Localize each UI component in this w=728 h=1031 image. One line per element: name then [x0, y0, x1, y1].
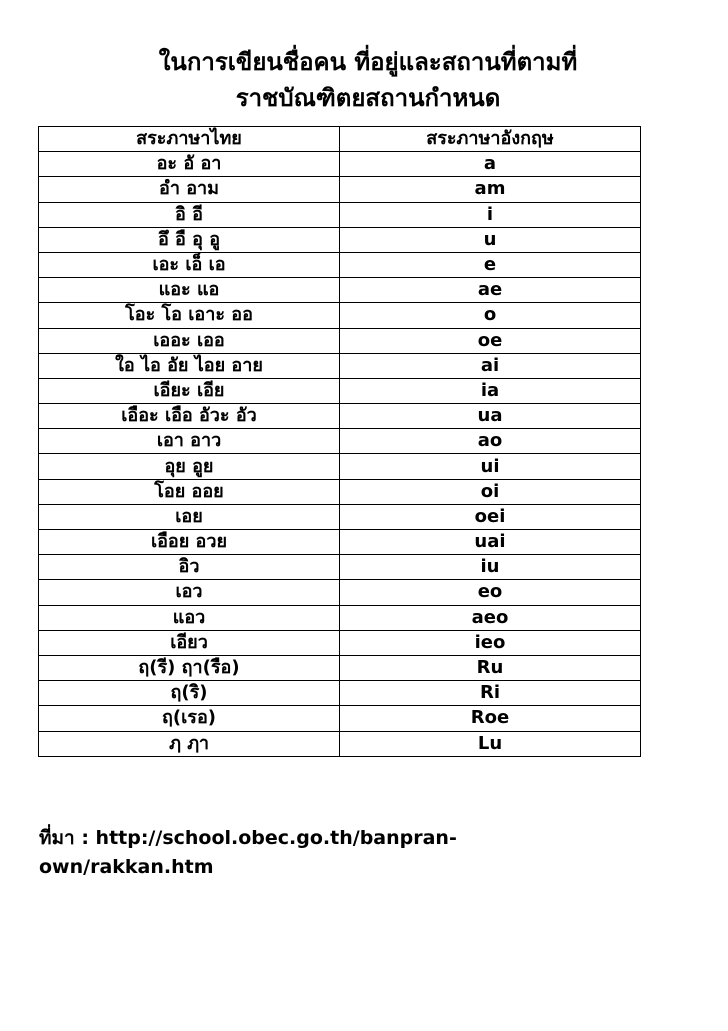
table-row: [39, 706, 641, 731]
thai-vowel-cell: อำ อาม: [39, 177, 340, 202]
english-vowel-cell: ao: [340, 429, 641, 454]
english-vowel-cell: Roe: [340, 706, 641, 731]
table-body: [39, 152, 641, 757]
source-citation: [39, 824, 559, 882]
source-url-line-2: own/rakkan.htm: [39, 856, 214, 878]
english-vowel-cell: ae: [340, 278, 641, 303]
table-row: [39, 404, 641, 429]
thai-vowel-cell: แอว: [39, 605, 340, 630]
table-row: [39, 378, 641, 403]
table-row: [39, 630, 641, 655]
english-vowel-cell: a: [340, 152, 641, 177]
table-row: [39, 655, 641, 680]
english-vowel-cell: o: [340, 303, 641, 328]
table-row: [39, 580, 641, 605]
thai-vowel-cell: ใอ ไอ อัย ไอย อาย: [39, 353, 340, 378]
english-vowel-cell: oi: [340, 479, 641, 504]
table-header-row: [39, 127, 641, 152]
thai-vowel-cell: อึ อื อุ อู: [39, 227, 340, 252]
thai-vowel-cell: ฤ(รี) ฤา(รือ): [39, 655, 340, 680]
table-row: [39, 681, 641, 706]
table-row: [39, 731, 641, 756]
english-vowel-cell: Lu: [340, 731, 641, 756]
thai-vowel-cell: แอะ แอ: [39, 278, 340, 303]
thai-vowel-cell: อุย อูย: [39, 454, 340, 479]
source-separator: :: [74, 827, 96, 849]
table-row: [39, 252, 641, 277]
english-vowel-cell: ai: [340, 353, 641, 378]
thai-vowel-cell: เอย: [39, 504, 340, 529]
table-row: [39, 278, 641, 303]
thai-vowel-cell: เอว: [39, 580, 340, 605]
thai-vowel-cell: โอย ออย: [39, 479, 340, 504]
english-vowel-cell: Ri: [340, 681, 641, 706]
english-vowel-cell: e: [340, 252, 641, 277]
english-vowel-cell: eo: [340, 580, 641, 605]
english-vowel-cell: ia: [340, 378, 641, 403]
english-vowel-cell: ieo: [340, 630, 641, 655]
table-row: [39, 152, 641, 177]
table-row: [39, 530, 641, 555]
english-vowel-cell: uai: [340, 530, 641, 555]
english-vowel-cell: oe: [340, 328, 641, 353]
thai-vowel-cell: เออะ เออ: [39, 328, 340, 353]
source-url-line-1: http://school.obec.go.th/banpran-: [95, 827, 457, 849]
thai-vowel-cell: เอา อาว: [39, 429, 340, 454]
table-row: [39, 303, 641, 328]
header-english-vowels: สระภาษาอังกฤษ: [340, 127, 641, 152]
page-title-line-1: ในการเขียนชื่อคน ที่อยู่และสถานที่ตามที่: [158, 48, 578, 76]
header-thai-vowels: สระภาษาไทย: [39, 127, 340, 152]
thai-vowel-cell: ฤ(ริ): [39, 681, 340, 706]
table-row: [39, 227, 641, 252]
table-row: [39, 479, 641, 504]
english-vowel-cell: iu: [340, 555, 641, 580]
english-vowel-cell: oei: [340, 504, 641, 529]
thai-vowel-cell: เอือะ เอือ อัวะ อัว: [39, 404, 340, 429]
thai-vowel-cell: ฤ(เรอ): [39, 706, 340, 731]
english-vowel-cell: am: [340, 177, 641, 202]
table-row: [39, 605, 641, 630]
thai-vowel-cell: ฦ ฦา: [39, 731, 340, 756]
english-vowel-cell: i: [340, 202, 641, 227]
table-row: [39, 353, 641, 378]
table-row: [39, 429, 641, 454]
thai-vowel-cell: เอียว: [39, 630, 340, 655]
vowel-romanization-table: [38, 126, 641, 757]
source-label: ที่มา: [39, 827, 75, 849]
thai-vowel-cell: เอือย อวย: [39, 530, 340, 555]
thai-vowel-cell: อิ อี: [39, 202, 340, 227]
table-row: [39, 454, 641, 479]
thai-vowel-cell: โอะ โอ เอาะ ออ: [39, 303, 340, 328]
table-row: [39, 177, 641, 202]
english-vowel-cell: Ru: [340, 655, 641, 680]
table-row: [39, 555, 641, 580]
english-vowel-cell: ua: [340, 404, 641, 429]
thai-vowel-cell: เอะ เอ็ เอ: [39, 252, 340, 277]
page-title-line-2: ราชบัณฑิตยสถานกำหนด: [235, 84, 501, 112]
thai-vowel-cell: อิว: [39, 555, 340, 580]
english-vowel-cell: ui: [340, 454, 641, 479]
english-vowel-cell: aeo: [340, 605, 641, 630]
table-row: [39, 328, 641, 353]
thai-vowel-cell: เอียะ เอีย: [39, 378, 340, 403]
english-vowel-cell: u: [340, 227, 641, 252]
table-row: [39, 202, 641, 227]
table-row: [39, 504, 641, 529]
thai-vowel-cell: อะ อั อา: [39, 152, 340, 177]
